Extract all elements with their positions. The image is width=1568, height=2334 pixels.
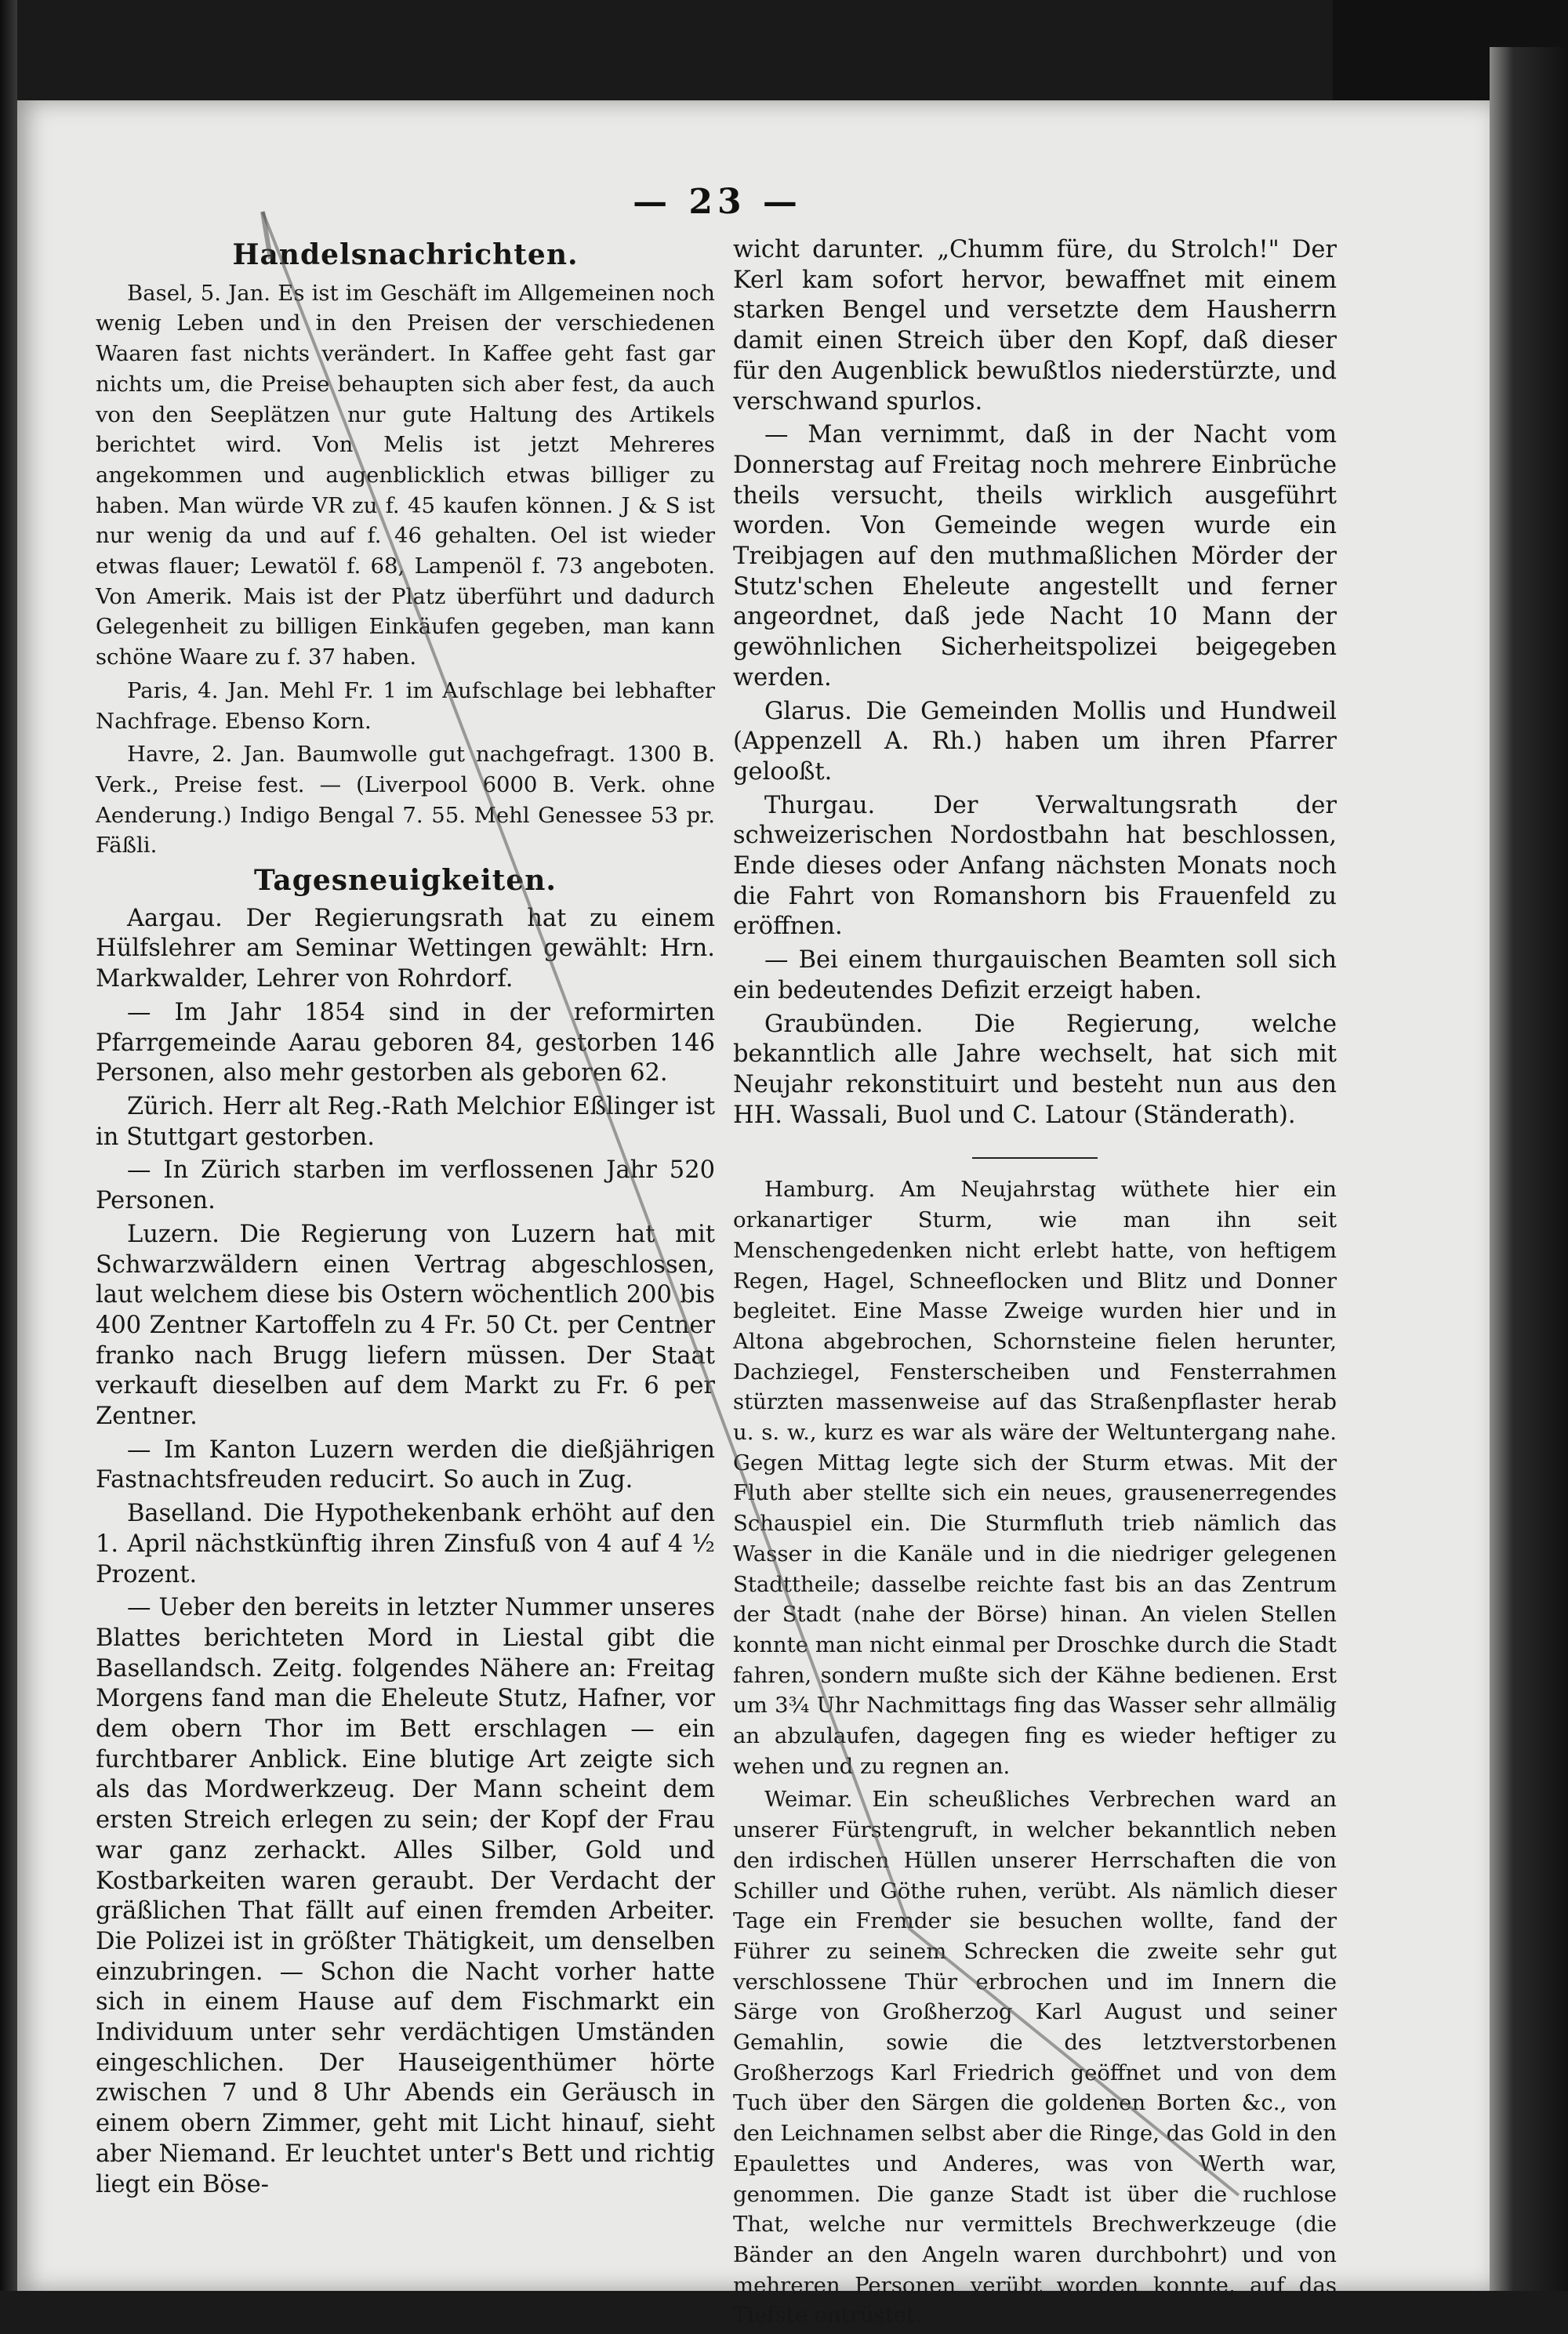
page-number: — 23 — xyxy=(633,182,802,222)
article-zuerich: Zürich. Herr alt Reg.-Rath Melchior Eßlinger ist in Stuttgart gestorben. xyxy=(96,1092,715,1151)
article-basel: Basel, 5. Jan. Es ist im Geschäft im Allgemeinen noch wenig Leben und in den Preisen der verschiedenen Waaren fast nichts verändert. In Kaffee geht fast gar nichts um, die Preise behaupten sich aber fest, da auch von den Seeplätzen nur gute Haltung des Artikels berichtet wird. Von Melis ist jetzt Mehreres angekommen und augenblicklich etwas billiger zu haben. Man würde VR zu f. 45 kaufen können. J & S ist nur wenig da und auf f. 46 gehalten. Oel ist wieder etwas flauer; Lewatöl f. 68, Lampenöl f. 73 angeboten. Von Amerik. Mais ist der Platz überführt und dadurch Gelegenheit zu billigen Einkäufen gegeben, man kann schöne Waare zu f. 37 haben. xyxy=(96,280,715,670)
article-paris: Paris, 4. Jan. Mehl Fr. 1 im Aufschlage bei lebhafter Nachfrage. Ebenso Korn. xyxy=(96,677,715,734)
article-aargau: Aargau. Der Regierungsrath hat zu einem Hülfslehrer am Seminar Wettingen gewählt: Hrn. Markwalder, Lehrer von Rohrdorf. xyxy=(96,904,715,993)
article-glarus: Glarus. Die Gemeinden Mollis und Hundweil (Appenzell A. Rh.) haben um ihren Pfarrer gelooßt. xyxy=(733,697,1337,786)
article-baselland: Baselland. Die Hypothekenbank erhöht auf den 1. April nächstkünftig ihren Zinsfuß von 4 auf 4 ½ Prozent. xyxy=(96,1500,715,1588)
article-hamburg: Hamburg. Am Neujahrstag wüthete hier ein orkanartiger Sturm, wie man ihn seit Menschengedenken nicht erlebt hatte, von heftigem Regen, Hagel, Schneeflocken und Blitz und Donner begleitet. Eine Masse Zweige wurden hier und in Altona abgebrochen, Schornsteine fielen herunter, Dachziegel, Fensterscheiben und Fensterrahmen stürzten massenweise auf das Straßenpflaster herab u. s. w., kurz es war als wäre der Weltuntergang nahe. Gegen Mittag legte sich der Sturm etwas. Mit der Fluth aber stellte sich ein neues, grausenerregendes Schauspiel ein. Die Sturmfluth trieb nämlich das Wasser in die Kanäle und in die niedriger gelegenen Stadttheile; dasselbe reichte fast bis an das Zentrum der Stadt (nahe der Börse) hinan. An vielen Stellen konnte man nicht einmal per Droschke durch die Stadt fahren, sondern mußte sich der Kähne bedienen. Erst um 3¾ Uhr Nachmittags fing das Wasser sehr allmälig an abzulaufen, dagegen fing es wieder heftiger zu wehen und zu regnen an. xyxy=(733,1177,1337,1779)
article-luzern-fastnacht: — Im Kanton Luzern werden die dießjährigen Fastnachtsfreuden reducirt. So auch in Zug. xyxy=(96,1436,715,1494)
article-liestal-murder: — Ueber den bereits in letzter Nummer unseres Blattes berichteten Mord in Liestal gibt die Basellandsch. Zeitg. folgendes Nähere an: Freitag Morgens fand man die Eheleute Stutz, Hafner, vor dem obern Thor im Bett erschlagen — ein furchtbarer Anblick. Eine blutige Art zeigte sich als das Mordwerkzeug. Der Mann scheint dem ersten Streich erlegen zu sein; der Kopf der Frau war ganz zerhackt. Alles Silber, Gold und Kostbarkeiten waren geraubt. Der Verdacht der gräßlichen That fällt auf einen fremden Arbeiter. Die Polizei ist in größter Thätigkeit, um denselben einzubringen. — Schon die Nacht vorher hatte sich in einem Hause auf dem Fischmarkt ein Individuum unter sehr verdächtigen Umständen eingeschlichen. Der Hauseigenthümer hörte zwischen 7 und 8 Uhr Abends ein Geräusch in einem obern Zimmer, geht mit Licht hinauf, sieht aber Niemand. Er leuchtet unter's Bett und richtig liegt ein Böse- xyxy=(96,1594,715,2198)
section-heading-trade: Handelsnachrichten. xyxy=(232,238,579,271)
article-graubuenden: Graubünden. Die Regierung, welche bekanntlich alle Jahre wechselt, hat sich mit Neujahr rekonstituirt und besteht nun aus den HH. Wassali, Buol und C. Latour (Ständerath). xyxy=(733,1010,1337,1129)
article-aarau-stats: — Im Jahr 1854 sind in der reformirten Pfarrgemeinde Aarau geboren 84, gestorben 146 Personen, also mehr gestorben als geboren 62. xyxy=(96,998,715,1087)
article-thurgau-deficit: — Bei einem thurgauischen Beamten soll sich ein bedeutendes Defizit erzeigt haben. xyxy=(733,946,1337,1004)
right-column xyxy=(733,235,1337,2334)
section-divider xyxy=(972,1157,1098,1159)
article-weimar: Weimar. Ein scheußliches Verbrechen ward an unserer Fürstengruft, in welcher bekanntlich neben den irdischen Hüllen unserer Herrschaften die von Schiller und Göthe ruhen, verübt. Als nämlich dieser Tage ein Fremder sie besuchen wollte, fand der Führer zu seinem Schrecken die zweite sehr gut verschlossene Thür erbrochen und im Innern die Särge von Großherzog Karl August und seiner Gemahlin, sowie die des letztverstorbenen Großherzogs Karl Friedrich geöffnet und von dem Tuch über den Särgen die goldenen Borten &c., von den Leichnamen selbst aber die Ringe, das Gold in den Epaulettes und Anderes, was von Werth war, genommen. Die ganze Stadt ist über die ruchlose That, welche nur vermittels Brechwerkzeuge (die Bänder an den Angeln waren durchbohrt) und von mehreren Personen verübt worden konnte, auf das Tiefste entrüstet. xyxy=(733,1787,1337,2329)
article-liestal-continued: wicht darunter. „Chumm füre, du Strolch!" Der Kerl kam sofort hervor, bewaffnet mit einem starken Bengel und versetzte dem Hausherrn damit einen Streich über den Kopf, daß dieser für den Augenblick bewußtlos niederstürzte, und verschwand spurlos. xyxy=(733,236,1337,416)
article-thurgau: Thurgau. Der Verwaltungsrath der schweizerischen Nordostbahn hat beschlossen, Ende dieses oder Anfang nächsten Monats noch die Fahrt von Romanshorn bis Frauenfeld zu eröffnen. xyxy=(733,791,1337,941)
trade-news-block xyxy=(96,278,715,861)
section-heading-daily-news: Tagesneuigkeiten. xyxy=(254,864,557,898)
left-column xyxy=(96,235,715,2203)
article-havre: Havre, 2. Jan. Baumwolle gut nachgefragt. 1300 B. Verk., Preise fest. — (Liverpool 6000 B. Verk. ohne Aenderung.) Indigo Bengal 7. 55. Mehl Genessee 53 pr. Fäßli. xyxy=(96,742,715,858)
article-zuerich-deaths: — In Zürich starben im verflossenen Jahr 520 Personen. xyxy=(96,1156,715,1215)
book-cover-board xyxy=(1490,47,1568,2291)
article-luzern: Luzern. Die Regierung von Luzern hat mit Schwarzwäldern einen Vertrag abgeschlossen, laut welchem diese bis Ostern wöchentlich 200 bis 400 Zentner Kartoffeln zu 4 Fr. 50 Ct. per Centner franko nach Brugg liefern müssen. Der Staat verkauft dieselben auf dem Markt zu Fr. 6 per Zentner. xyxy=(96,1220,715,1431)
article-break-ins: — Man vernimmt, daß in der Nacht vom Donnerstag auf Freitag noch mehrere Einbrüche theils versucht, theils wirklich ausgeführt worden. Von Gemeinde wegen wurde ein Treibjagen auf den muthmaßlichen Mörder der Stutz'schen Eheleute angestellt und ferner angeordnet, daß jede Nacht 10 Mann der gewöhnlichen Sicherheitspolizei beigegeben werden. xyxy=(733,421,1337,691)
book-spine xyxy=(0,0,17,2291)
